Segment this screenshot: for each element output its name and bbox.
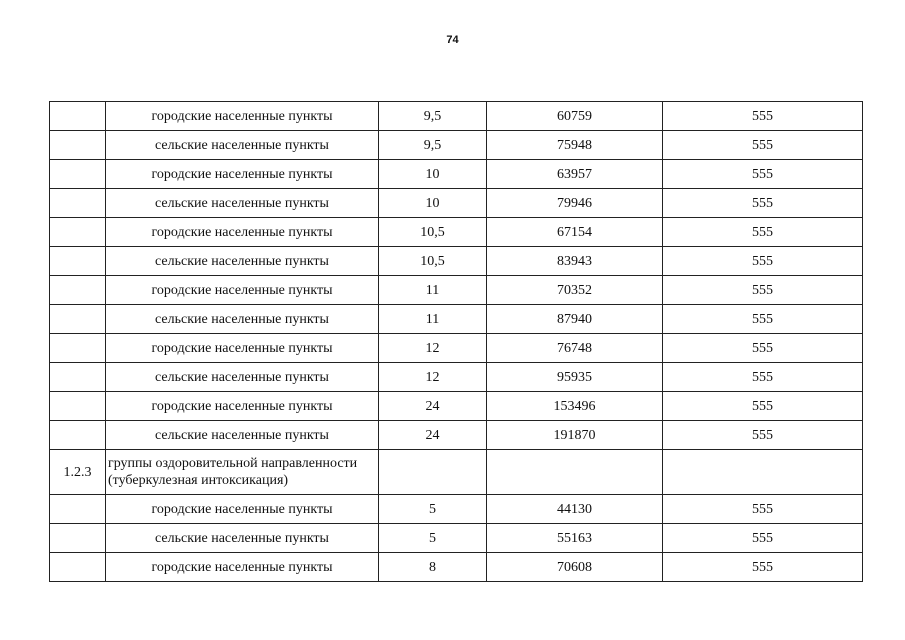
- settlement-type-cell: сельские населенные пункты: [106, 189, 379, 218]
- code-cell: 555: [663, 392, 863, 421]
- coefficient-cell: 9,5: [379, 131, 487, 160]
- cost-cell: [487, 450, 663, 495]
- settlement-type-cell: городские населенные пункты: [106, 334, 379, 363]
- row-number-cell: [50, 334, 106, 363]
- row-number-cell: [50, 247, 106, 276]
- row-number-cell: [50, 276, 106, 305]
- table-row: [50, 392, 863, 421]
- cost-cell: 70608: [487, 553, 663, 582]
- settlement-type-cell: сельские населенные пункты: [106, 305, 379, 334]
- row-number-cell: [50, 102, 106, 131]
- coefficient-cell: 24: [379, 392, 487, 421]
- table-row: [50, 189, 863, 218]
- coefficient-cell: 11: [379, 276, 487, 305]
- code-cell: 555: [663, 189, 863, 218]
- page-number: 74: [446, 34, 459, 46]
- settlement-type-cell: сельские населенные пункты: [106, 363, 379, 392]
- cost-cell: 63957: [487, 160, 663, 189]
- row-number-cell: [50, 421, 106, 450]
- table-row: [50, 305, 863, 334]
- row-number-cell: [50, 189, 106, 218]
- row-number-cell: [50, 524, 106, 553]
- coefficient-cell: 5: [379, 495, 487, 524]
- coefficient-cell: 9,5: [379, 102, 487, 131]
- code-cell: 555: [663, 524, 863, 553]
- cost-cell: 70352: [487, 276, 663, 305]
- settlement-type-cell: городские населенные пункты: [106, 276, 379, 305]
- code-cell: 555: [663, 131, 863, 160]
- cost-cell: 75948: [487, 131, 663, 160]
- row-number-cell: [50, 218, 106, 247]
- coefficient-cell: 10: [379, 189, 487, 218]
- coefficient-cell: 12: [379, 363, 487, 392]
- cost-cell: 76748: [487, 334, 663, 363]
- row-number-cell: [50, 553, 106, 582]
- row-number-cell: [50, 363, 106, 392]
- table-row: [50, 276, 863, 305]
- cost-cell: 55163: [487, 524, 663, 553]
- coefficient-cell: 11: [379, 305, 487, 334]
- tariff-table: [49, 101, 863, 582]
- cost-cell: 44130: [487, 495, 663, 524]
- settlement-type-cell: городские населенные пункты: [106, 553, 379, 582]
- table-row: [50, 334, 863, 363]
- table-row: [50, 421, 863, 450]
- coefficient-cell: 10,5: [379, 247, 487, 276]
- settlement-type-cell: сельские населенные пункты: [106, 524, 379, 553]
- row-number-cell: [50, 131, 106, 160]
- cost-cell: 87940: [487, 305, 663, 334]
- cost-cell: 95935: [487, 363, 663, 392]
- coefficient-cell: 5: [379, 524, 487, 553]
- row-number-cell: [50, 160, 106, 189]
- table-row: [50, 524, 863, 553]
- table-row: [50, 247, 863, 276]
- table-row: [50, 495, 863, 524]
- settlement-type-cell: сельские населенные пункты: [106, 131, 379, 160]
- settlement-type-cell: городские населенные пункты: [106, 392, 379, 421]
- coefficient-cell: [379, 450, 487, 495]
- code-cell: [663, 450, 863, 495]
- code-cell: 555: [663, 495, 863, 524]
- code-cell: 555: [663, 305, 863, 334]
- code-cell: 555: [663, 247, 863, 276]
- code-cell: 555: [663, 363, 863, 392]
- row-number-cell: 1.2.3: [50, 450, 106, 495]
- cost-cell: 60759: [487, 102, 663, 131]
- settlement-type-cell: сельские населенные пункты: [106, 247, 379, 276]
- settlement-type-cell: сельские населенные пункты: [106, 421, 379, 450]
- code-cell: 555: [663, 102, 863, 131]
- code-cell: 555: [663, 334, 863, 363]
- table-row: [50, 553, 863, 582]
- section-header-row: [50, 450, 863, 495]
- table-body: [50, 102, 863, 582]
- code-cell: 555: [663, 276, 863, 305]
- settlement-type-cell: городские населенные пункты: [106, 218, 379, 247]
- coefficient-cell: 10: [379, 160, 487, 189]
- code-cell: 555: [663, 160, 863, 189]
- row-number-cell: [50, 495, 106, 524]
- code-cell: 555: [663, 218, 863, 247]
- table-row: [50, 131, 863, 160]
- coefficient-cell: 24: [379, 421, 487, 450]
- settlement-type-cell: группы оздоровительной направленности (туберкулезная интоксикация): [106, 450, 379, 495]
- settlement-type-cell: городские населенные пункты: [106, 495, 379, 524]
- settlement-type-cell: городские населенные пункты: [106, 160, 379, 189]
- table-row: [50, 363, 863, 392]
- cost-cell: 153496: [487, 392, 663, 421]
- settlement-type-cell: городские населенные пункты: [106, 102, 379, 131]
- cost-cell: 191870: [487, 421, 663, 450]
- code-cell: 555: [663, 553, 863, 582]
- coefficient-cell: 8: [379, 553, 487, 582]
- cost-cell: 79946: [487, 189, 663, 218]
- coefficient-cell: 10,5: [379, 218, 487, 247]
- row-number-cell: [50, 392, 106, 421]
- row-number-cell: [50, 305, 106, 334]
- coefficient-cell: 12: [379, 334, 487, 363]
- cost-cell: 67154: [487, 218, 663, 247]
- code-cell: 555: [663, 421, 863, 450]
- table-row: [50, 102, 863, 131]
- table-row: [50, 160, 863, 189]
- table-row: [50, 218, 863, 247]
- cost-cell: 83943: [487, 247, 663, 276]
